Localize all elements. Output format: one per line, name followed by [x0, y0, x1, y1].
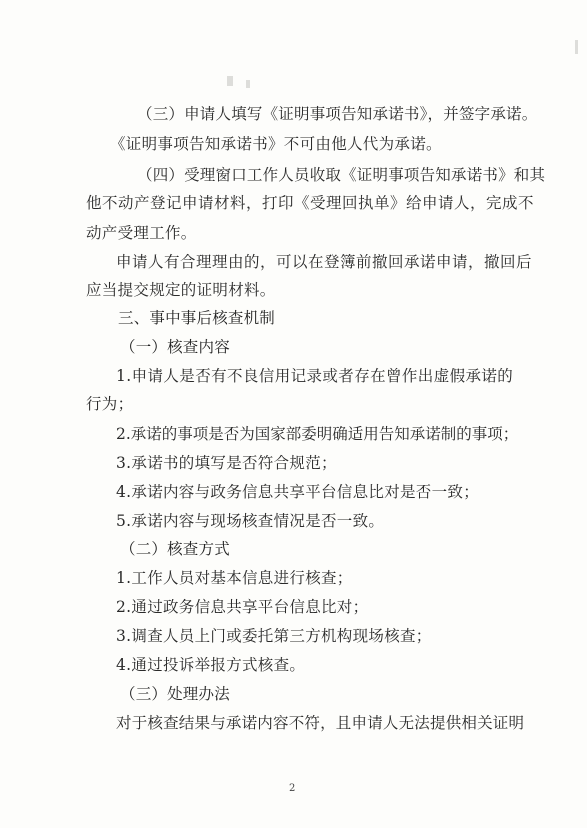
section-heading: 三、事中事后核查机制 [118, 309, 276, 327]
paragraph-line: 应当提交规定的证明材料。 [86, 281, 276, 299]
paragraph-line: 《证明事项告知承诺书》不可由他人代为承诺。 [110, 135, 442, 153]
paragraph-line: （四）受理窗口工作人员收取《证明事项告知承诺书》和其 [137, 166, 546, 184]
list-item: 5.承诺内容与现场核查情况是否一致。 [116, 512, 385, 530]
list-item: 3.承诺书的填写是否符合规范； [116, 454, 337, 472]
subsection-heading: （三）处理办法 [120, 685, 230, 703]
scan-artifact [246, 80, 250, 88]
subsection-heading: （一）核查内容 [120, 338, 230, 356]
list-item: 2.承诺的事项是否为国家部委明确适用告知承诺制的事项； [116, 425, 519, 443]
scan-artifact [575, 40, 578, 54]
page-number: 2 [289, 783, 296, 794]
subsection-heading: （二）核查方式 [120, 540, 230, 558]
list-item: 1.工作人员对基本信息进行核查； [116, 569, 353, 587]
paragraph-line: 他不动产登记申请材料，打印《受理回执单》给申请人，完成不 [86, 194, 535, 212]
paragraph-line: 对于核查结果与承诺内容不符，且申请人无法提供相关证明 [116, 714, 525, 732]
list-item: 行为； [86, 395, 134, 413]
list-item: 4.通过投诉举报方式核查。 [116, 656, 306, 674]
paragraph-line: （三）申请人填写《证明事项告知承诺书》，并签字承诺。 [137, 105, 538, 123]
paragraph-line: 申请人有合理理由的，可以在登簿前撤回承诺申请，撤回后 [116, 253, 533, 271]
list-item: 3.调查人员上门或委托第三方机构现场核查； [116, 627, 432, 645]
list-item: 4.承诺内容与政务信息共享平台信息比对是否一致； [116, 483, 479, 501]
paragraph-line: 动产受理工作。 [86, 224, 197, 242]
list-item: 1.申请人是否有不良信用记录或者存在曾作出虚假承诺的 [116, 367, 514, 385]
scan-artifact [227, 76, 233, 86]
list-item: 2.通过政务信息共享平台信息比对； [116, 598, 369, 616]
